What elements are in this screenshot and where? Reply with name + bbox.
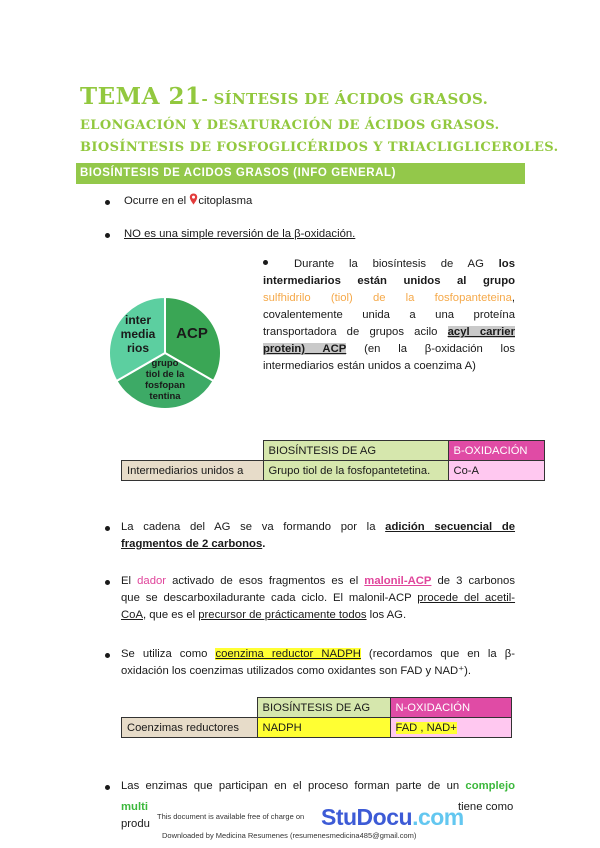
b4-l2a: que se descarboxiladuran	[121, 592, 256, 604]
table2-header-noxidacion: N-OXIDACIÓN	[390, 698, 511, 718]
b4-l2b: te cada ciclo. El malonil-ACP	[255, 592, 418, 604]
table1-header-boxidacion: B-OXIDACIÓN	[448, 441, 544, 461]
table2-fad: FAD	[395, 721, 418, 734]
b4-l1c: activado de esos fragmentos es el	[166, 575, 365, 587]
section-banner: BIOSÍNTESIS DE ACIDOS GRASOS (INFO GENERAL)	[76, 163, 525, 184]
para-line-6	[263, 341, 515, 358]
bullet-6-text	[121, 778, 515, 795]
subtitle-2: BIOSÍNTESIS DE FOSFOGLICÉRIDOS Y TRIACLIGLICEROLES.	[80, 140, 559, 155]
footer-available: This document is available free of charge on	[157, 812, 305, 821]
para-l5b: acyl carrier	[447, 326, 515, 338]
b5-l1c: (recordamos que en la β-	[360, 648, 515, 660]
para-line-3	[263, 290, 515, 307]
bullet-2	[105, 233, 110, 238]
table-row	[122, 698, 512, 718]
pie-left-1: inter	[124, 313, 152, 327]
b3-line-1	[121, 519, 515, 536]
b5-line-1	[121, 646, 515, 663]
pie-left-3: rios	[126, 341, 150, 355]
title-main: TEMA 21	[80, 83, 202, 110]
table1-row-label: Intermediarios unidos a	[122, 461, 264, 481]
para-line-1	[263, 256, 515, 273]
title-rest: - SÍNTESIS DE ÁCIDOS GRASOS.	[201, 90, 489, 108]
logo-text-1: StuDocu	[321, 804, 413, 830]
para-line-7: intermediarios están unidos a coenzima A)	[263, 360, 476, 372]
table2-header-biosintesis: BIOSÍNTESIS DE AG	[257, 698, 390, 718]
bullet-6	[105, 785, 110, 790]
para-l6b: (en la β-oxidación los	[346, 343, 515, 355]
b4-l1a: El	[121, 575, 138, 587]
pie-left-2: media	[120, 327, 156, 341]
bullet-5	[105, 653, 110, 658]
acp-paragraph	[263, 256, 515, 375]
para-l1a: Durante la biosíntesis de AG	[294, 258, 499, 270]
table1-cell-biosintesis: Grupo tiol de la fosfopantetetina.	[263, 461, 448, 481]
bullet-1-text	[124, 193, 252, 210]
table1-cell-boxidacion: Co-A	[448, 461, 544, 481]
table2-row-label: Coenzimas reductores	[122, 718, 258, 738]
table2-nad: , NAD+	[417, 721, 457, 734]
bullet-4-text	[121, 573, 515, 624]
para-line-2: intermediarios están unidos al grupo	[263, 275, 515, 287]
pie-bottom-2: tiol de la	[145, 369, 185, 380]
pie-diagram	[108, 296, 222, 410]
location-pin-icon	[189, 193, 198, 205]
pie-bottom-1: grupo	[151, 358, 179, 369]
para-line-5	[263, 324, 515, 341]
b3-l2: fragmentos de 2 carbonos	[121, 538, 263, 550]
b3-l1b: adición secuencial de	[385, 521, 516, 533]
table2-cell-nadph: NADPH	[257, 718, 390, 738]
para-bullet	[263, 260, 268, 265]
b6-line-1	[121, 778, 515, 795]
bullet-4	[105, 580, 110, 585]
b1-pre: Ocurre en el	[124, 195, 190, 207]
para-line-4: covalentemente unida a una proteína	[263, 309, 515, 321]
b3-l2end: .	[262, 538, 266, 550]
pie-bottom-3: fosfopan	[144, 380, 186, 391]
table-coenzimas	[121, 697, 512, 738]
b3-l1a: La cadena del AG se va formando por la	[121, 521, 386, 533]
studocu-logo[interactable]	[321, 804, 464, 831]
b6-l1b: complejo	[465, 780, 515, 792]
table-row	[122, 461, 545, 481]
b4-l3d: los AG.	[366, 609, 407, 621]
table-empty-cell	[122, 441, 264, 461]
b4-line-3	[121, 607, 515, 624]
table2-cell-fad	[390, 718, 511, 738]
para-l6a: protein) ACP	[263, 343, 347, 355]
b5-l1b: coenzima reductor NADPH	[215, 648, 361, 660]
b6-l2b: tiene como	[458, 801, 514, 813]
table-empty-cell	[122, 698, 258, 718]
b5-line-2: oxidación los coenzimas utilizados como oxidantes son FAD y NAD⁺).	[121, 665, 472, 677]
b4-l3b: , que es el	[142, 609, 199, 621]
subtitle-1: ELONGACIÓN Y DESATURACIÓN DE ÁCIDOS GRASOS.	[80, 118, 500, 133]
bullet-3-text	[121, 519, 515, 553]
para-l3a: sulfhidrilo (tiol) de la fosfopanteteina	[263, 292, 512, 304]
b4-line-2	[121, 590, 515, 607]
pie-right: ACP	[176, 325, 208, 342]
footer-downloaded: Downloaded by Medicina Resumenes (resumenesmedicina485@gmail.com)	[162, 831, 417, 840]
b4-l1b: dador	[137, 575, 167, 587]
para-l1b: los	[498, 258, 515, 270]
table-row	[122, 441, 545, 461]
b4-l2c: procede del acetil-	[417, 592, 516, 604]
table1-header-biosintesis: BIOSÍNTESIS DE AG	[263, 441, 448, 461]
table-row	[122, 718, 512, 738]
b6-l1a: Las enzimas que participan en el proceso forman parte de un	[121, 780, 466, 792]
page-title	[80, 83, 488, 110]
b1-post: citoplasma	[198, 195, 253, 207]
pie-bottom-4: tentina	[149, 391, 181, 402]
b3-line-2	[121, 536, 515, 553]
b4-line-1	[121, 573, 515, 590]
para-l5a: transportadora de grupos acilo	[263, 326, 448, 338]
b4-l3c: precursor de prácticamente todos	[198, 609, 367, 621]
b4-l1d: malonil-ACP	[364, 575, 432, 587]
bullet-1	[105, 200, 110, 205]
b4-l1e: de 3 carbonos	[431, 575, 515, 587]
b6-l2a: multi	[121, 801, 148, 813]
bullet-3	[105, 526, 110, 531]
b4-l3a: CoA	[121, 609, 143, 621]
bullet-2-text: NO es una simple reversión de la β-oxidación.	[124, 228, 356, 240]
para-l3b: ,	[511, 292, 515, 304]
b5-l1a: Se utiliza como	[121, 648, 216, 660]
bullet-5-text	[121, 646, 515, 680]
logo-text-2: .com	[412, 804, 464, 830]
table-intermediarios	[121, 440, 545, 481]
b6-l2c: produ	[121, 818, 150, 830]
